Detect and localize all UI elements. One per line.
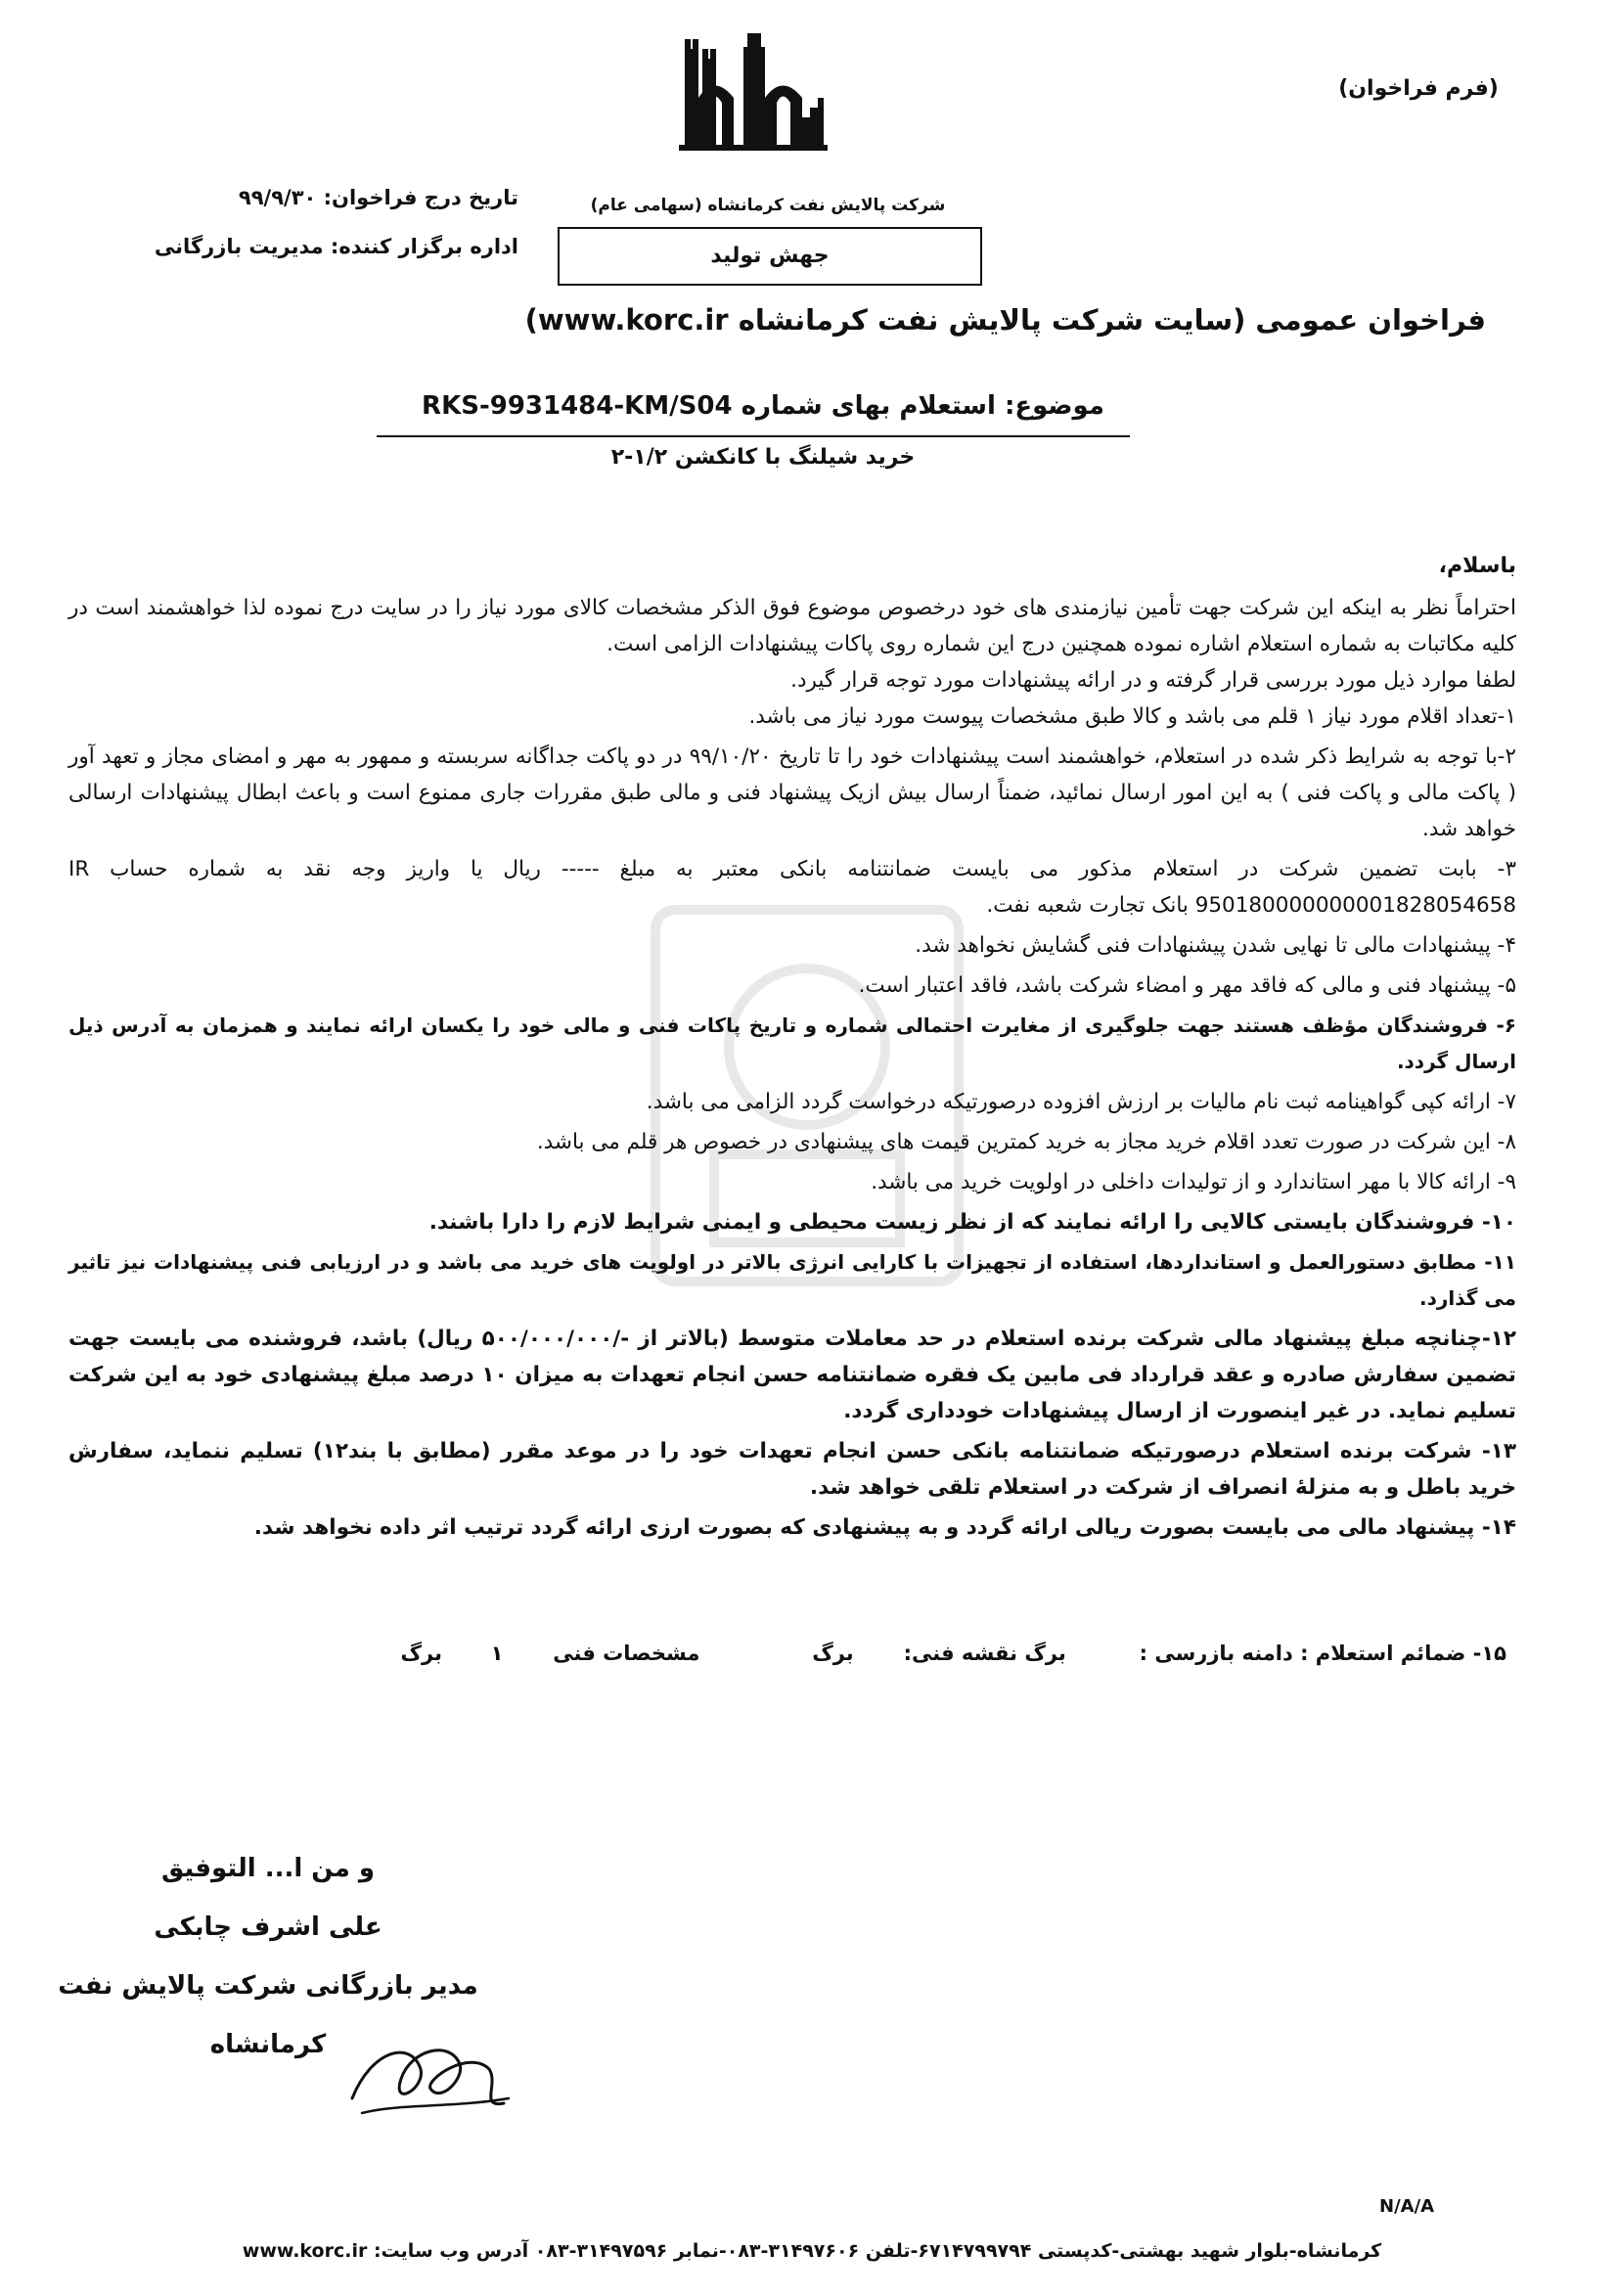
unit-box: جهش تولید <box>558 227 982 286</box>
list-item: ۱۱- مطابق دستورالعمل و استانداردها، استفاده از تجهیزات با کارایی انرژی بالاتر در اولویت های خرید می باشد و در ارزیابی فنی پیشنهادات نیز تاثیر می گذارد. <box>68 1250 1516 1310</box>
signer-position: مدیر بازرگانی شرکت پالایش نفت کرمانشاه <box>58 1971 478 2059</box>
enclosure-spec-count: ۱ <box>490 1642 504 1665</box>
list-item: ۶- فروشندگان مؤظف هستند جهت جلوگیری از مغایرت احتمالی شماره و تاریخ پاکات فنی و مالی خود را یکسان ارائه نمایند و همزمان به آدرس ذیل ارسال گردد. <box>68 1013 1516 1073</box>
publish-date: تاریخ درج فراخوان: ۹۹/۹/۳۰ <box>238 186 518 209</box>
company-logo <box>675 29 831 157</box>
list-item: ۲-با توجه به شرایط ذکر شده در استعلام، خواهشمند است پیشنهادات خود را تا تاریخ ۹۹/۱۰/۲۰ در دو پاکت جداگانه سربسته و ممهور به مهر و امضای مجاز و تعهد آور ( پاکت مالی و پاکت فنی ) به این امور ارسال نمائید، ضمناً ارسال بیش ازیک پیشنهاد فنی و مالی طبق مقررات جاری ممنوع است و باعث ابطال پیشنهادات ارسالی خواهد شد. <box>68 744 1517 841</box>
product-title: خرید شیلنگ با کانکشن ۱/۲-۲ <box>610 445 916 470</box>
enclosure-drawing-label: نقشه فنی: <box>903 1642 1017 1665</box>
form-label: (فرم فراخوان) <box>1338 76 1499 101</box>
list-item: ۹- ارائه کالا با مهر استاندارد و از تولیدات داخلی در اولویت خرید می باشد. <box>871 1170 1516 1194</box>
enclosure-sheet-3: برگ <box>400 1642 442 1665</box>
closing-phrase: و من ا... التوفیق <box>160 1854 376 1883</box>
reference-code: N/A/A <box>1379 2196 1435 2217</box>
organizer-office: اداره برگزار کننده: مدیریت بازرگانی <box>154 235 518 258</box>
list-item: ۴- پیشنهادات مالی تا نهایی شدن پیشنهادات فنی گشایش نخواهد شد. <box>915 933 1516 958</box>
enclosure-sheet-2: برگ <box>812 1642 854 1665</box>
list-item: ۱-تعداد اقلام مورد نیاز ۱ قلم می باشد و کالا طبق مشخصات پیوست مورد نیاز می باشد. <box>748 704 1516 729</box>
list-item: ۸- این شرکت در صورت تعدد اقلام خرید مجاز به خرید کمترین قیمت های پیشنهادی در خصوص هر قلم می باشد. <box>536 1130 1516 1154</box>
enclosure-sheet-1: برگ <box>1024 1642 1066 1665</box>
list-item: ۵- پیشنهاد فنی و مالی که فاقد مهر و امضاء شرکت باشد، فاقد اعتبار است. <box>858 973 1516 998</box>
list-item: ۱۲-چنانچه مبلغ پیشنهاد مالی شرکت برنده استعلام در حد معاملات متوسط (بالاتر از -/۵۰۰/۰۰۰/۰۰۰ ریال) باشد، فروشنده می بایست جهت تضمین سفارش صادره و عقد قرارداد فی مابین یک فقره ضمانتنامه حسن انجام تعهدات به میزان ۱۰ درصد مبلغ پیشنهادی خود به این شرکت تسلیم نماید. در غیر اینصورت از ارسال پیشنهادات خودداری گردد. <box>68 1327 1517 1423</box>
enclosure-spec-label: مشخصات فنی <box>553 1642 700 1665</box>
enclosures-line <box>147 1642 1506 1665</box>
footer-address: کرمانشاه-بلوار شهید بهشتی-کدپستی ۶۷۱۴۷۹۹۷۹۴-تلفن ۳۱۴۹۷۶۰۶-۰۸۳-نمابر ۳۱۴۹۷۵۹۶-۰۸۳ آدرس وب سایت: www.korc.ir <box>242 2240 1382 2262</box>
list-item: ۱۰- فروشندگان بایستی کالایی را ارائه نمایند که از نظر زیست محیطی و ایمنی شرایط لازم را دارا باشند. <box>428 1210 1516 1235</box>
intro-paragraph: احتراماً نظر به اینکه این شرکت جهت تأمین نیازمندی های خود درخصوص موضوع فوق الذکر مشخصات کالای مورد نیاز را در سایت درج نموده لذا خواهشمند است در کلیه مکاتبات به شماره استعلام اشاره نموده همچنین درج این شماره روی پاکات پیشنهادات الزامی است. <box>68 596 1516 656</box>
company-name-small: شرکت پالایش نفت کرمانشاه (سهامی عام) <box>590 196 946 215</box>
list-item: ۷- ارائه کپی گواهینامه ثبت نام مالیات بر ارزش افزوده درصورتیکه درخواست گردد الزامی می باشد. <box>646 1090 1516 1114</box>
greeting: باسلام، <box>1438 554 1516 578</box>
list-item: ۱۴- پیشنهاد مالی می بایست بصورت ریالی ارائه گردد و به پیشنهادی که بصورت ارزی ارائه گردد ترتیب اثر داده نخواهد شد. <box>253 1515 1516 1540</box>
letter-body <box>68 548 1516 1550</box>
list-item: ۱۳- شرکت برنده استعلام درصورتیکه ضمانتنامه بانکی حسن انجام تعهدات خود را در موعد مقرر (مطابق با بند۱۲) تسلیم ننماید، سفارش خرید باطل و به منزلهٔ انصراف از شرکت در استعلام تلقی خواهد شد. <box>68 1439 1516 1500</box>
intro-note: لطفا موارد ذیل مورد بررسی قرار گرفته و در ارائه پیشنهادات مورد توجه قرار گیرد. <box>790 668 1516 693</box>
page-title: فراخوان عمومی (سایت شرکت پالایش نفت کرمانشاه www.korc.ir) <box>524 303 1486 337</box>
subject: موضوع: استعلام بهای شماره RKS-9931484-KM/S04 <box>422 391 1104 421</box>
subject-underline <box>377 435 1130 437</box>
list-item: ۳- بابت تضمین شرکت در استعلام مذکور می بایست ضمانتنامه بانکی معتبر به مبلغ ----- ریال یا واریز وجه نقد به شماره حساب IR 950180000000001828054658 بانک تجارت شعبه نفت. <box>68 857 1516 918</box>
handwritten-signature <box>333 2010 528 2138</box>
enclosures-label: ۱۵- ضمائم استعلام : دامنه بازرسی : <box>1139 1642 1506 1665</box>
signer-name: علی اشرف چابکی <box>154 1913 382 1942</box>
